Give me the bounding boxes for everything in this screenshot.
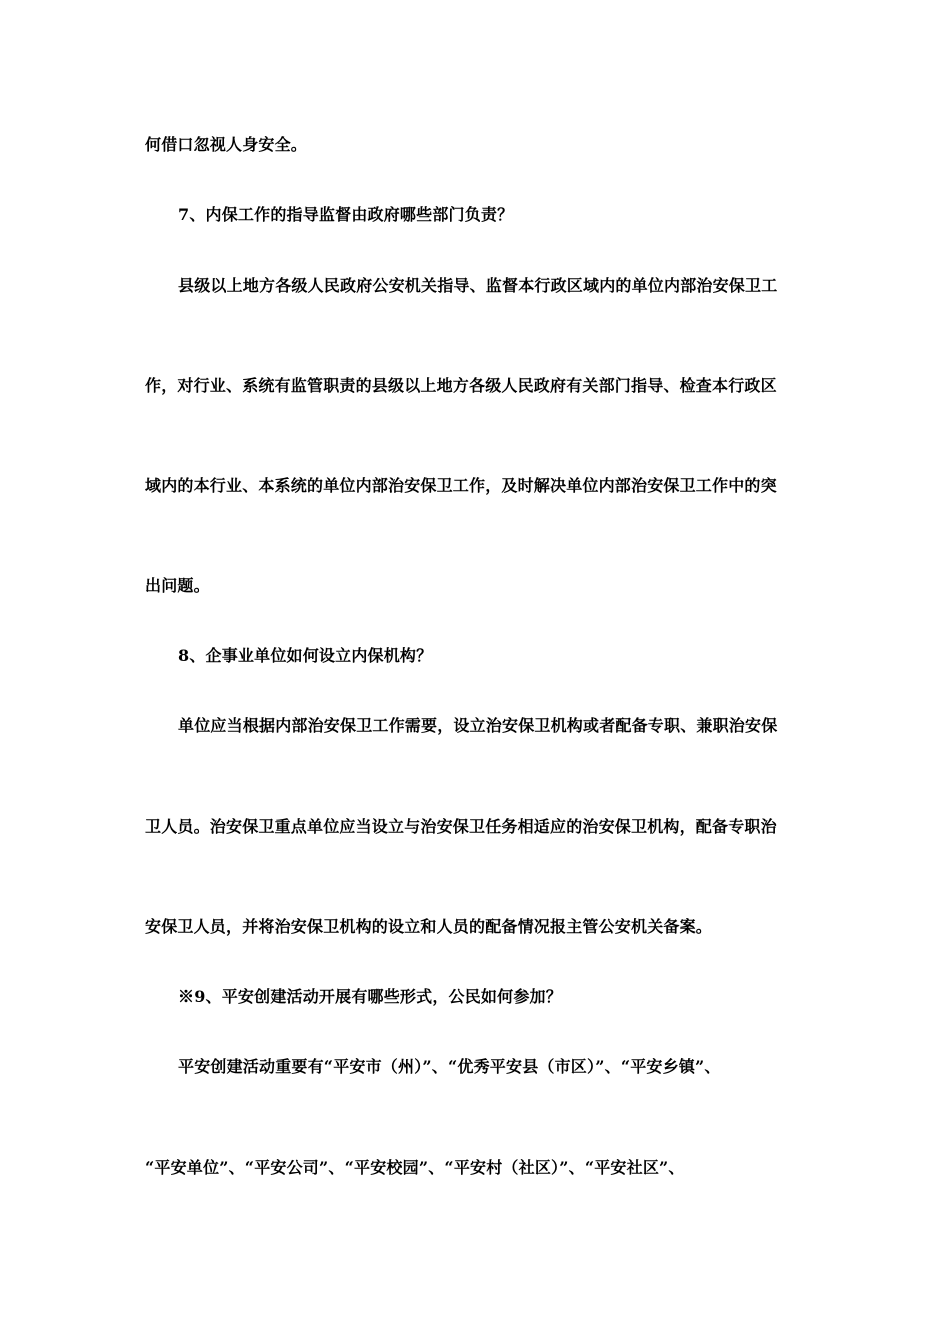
text-line: 平安创建活动重要有“平安市（州）”、“优秀平安县（市区）”、“平安乡镇”、 (178, 1057, 721, 1076)
text-line: 县级以上地方各级人民政府公安机关指导、监督本行政区域内的单位内部治安保卫工 (178, 276, 778, 295)
text-line: 何借口忽视人身安全。 (145, 135, 308, 154)
text-line: “平安单位”、“平安公司”、“平安校园”、“平安村（社区）”、“平安社区”、 (145, 1158, 685, 1177)
text-line: 单位应当根据内部治安保卫工作需要，设立治安保卫机构或者配备专职、兼职治安保 (178, 716, 778, 735)
text-line: 出问题。 (145, 576, 210, 595)
question-heading: ※9、平安创建活动开展有哪些形式，公民如何参加？ (178, 987, 562, 1006)
text-line: 卫人员。治安保卫重点单位应当设立与治安保卫任务相适应的治安保卫机构，配备专职治 (145, 817, 777, 836)
question-heading: 7、内保工作的指导监督由政府哪些部门负责？ (178, 205, 514, 224)
question-heading: 8、企事业单位如何设立内保机构？ (178, 646, 433, 665)
text-line: 作，对行业、系统有监管职责的县级以上地方各级人民政府有关部门指导、检查本行政区 (145, 376, 777, 395)
text-line: 安保卫人员，并将治安保卫机构的设立和人员的配备情况报主管公安机关备案。 (145, 917, 713, 936)
text-line: 域内的本行业、本系统的单位内部治安保卫工作，及时解决单位内部治安保卫工作中的突 (145, 476, 777, 495)
